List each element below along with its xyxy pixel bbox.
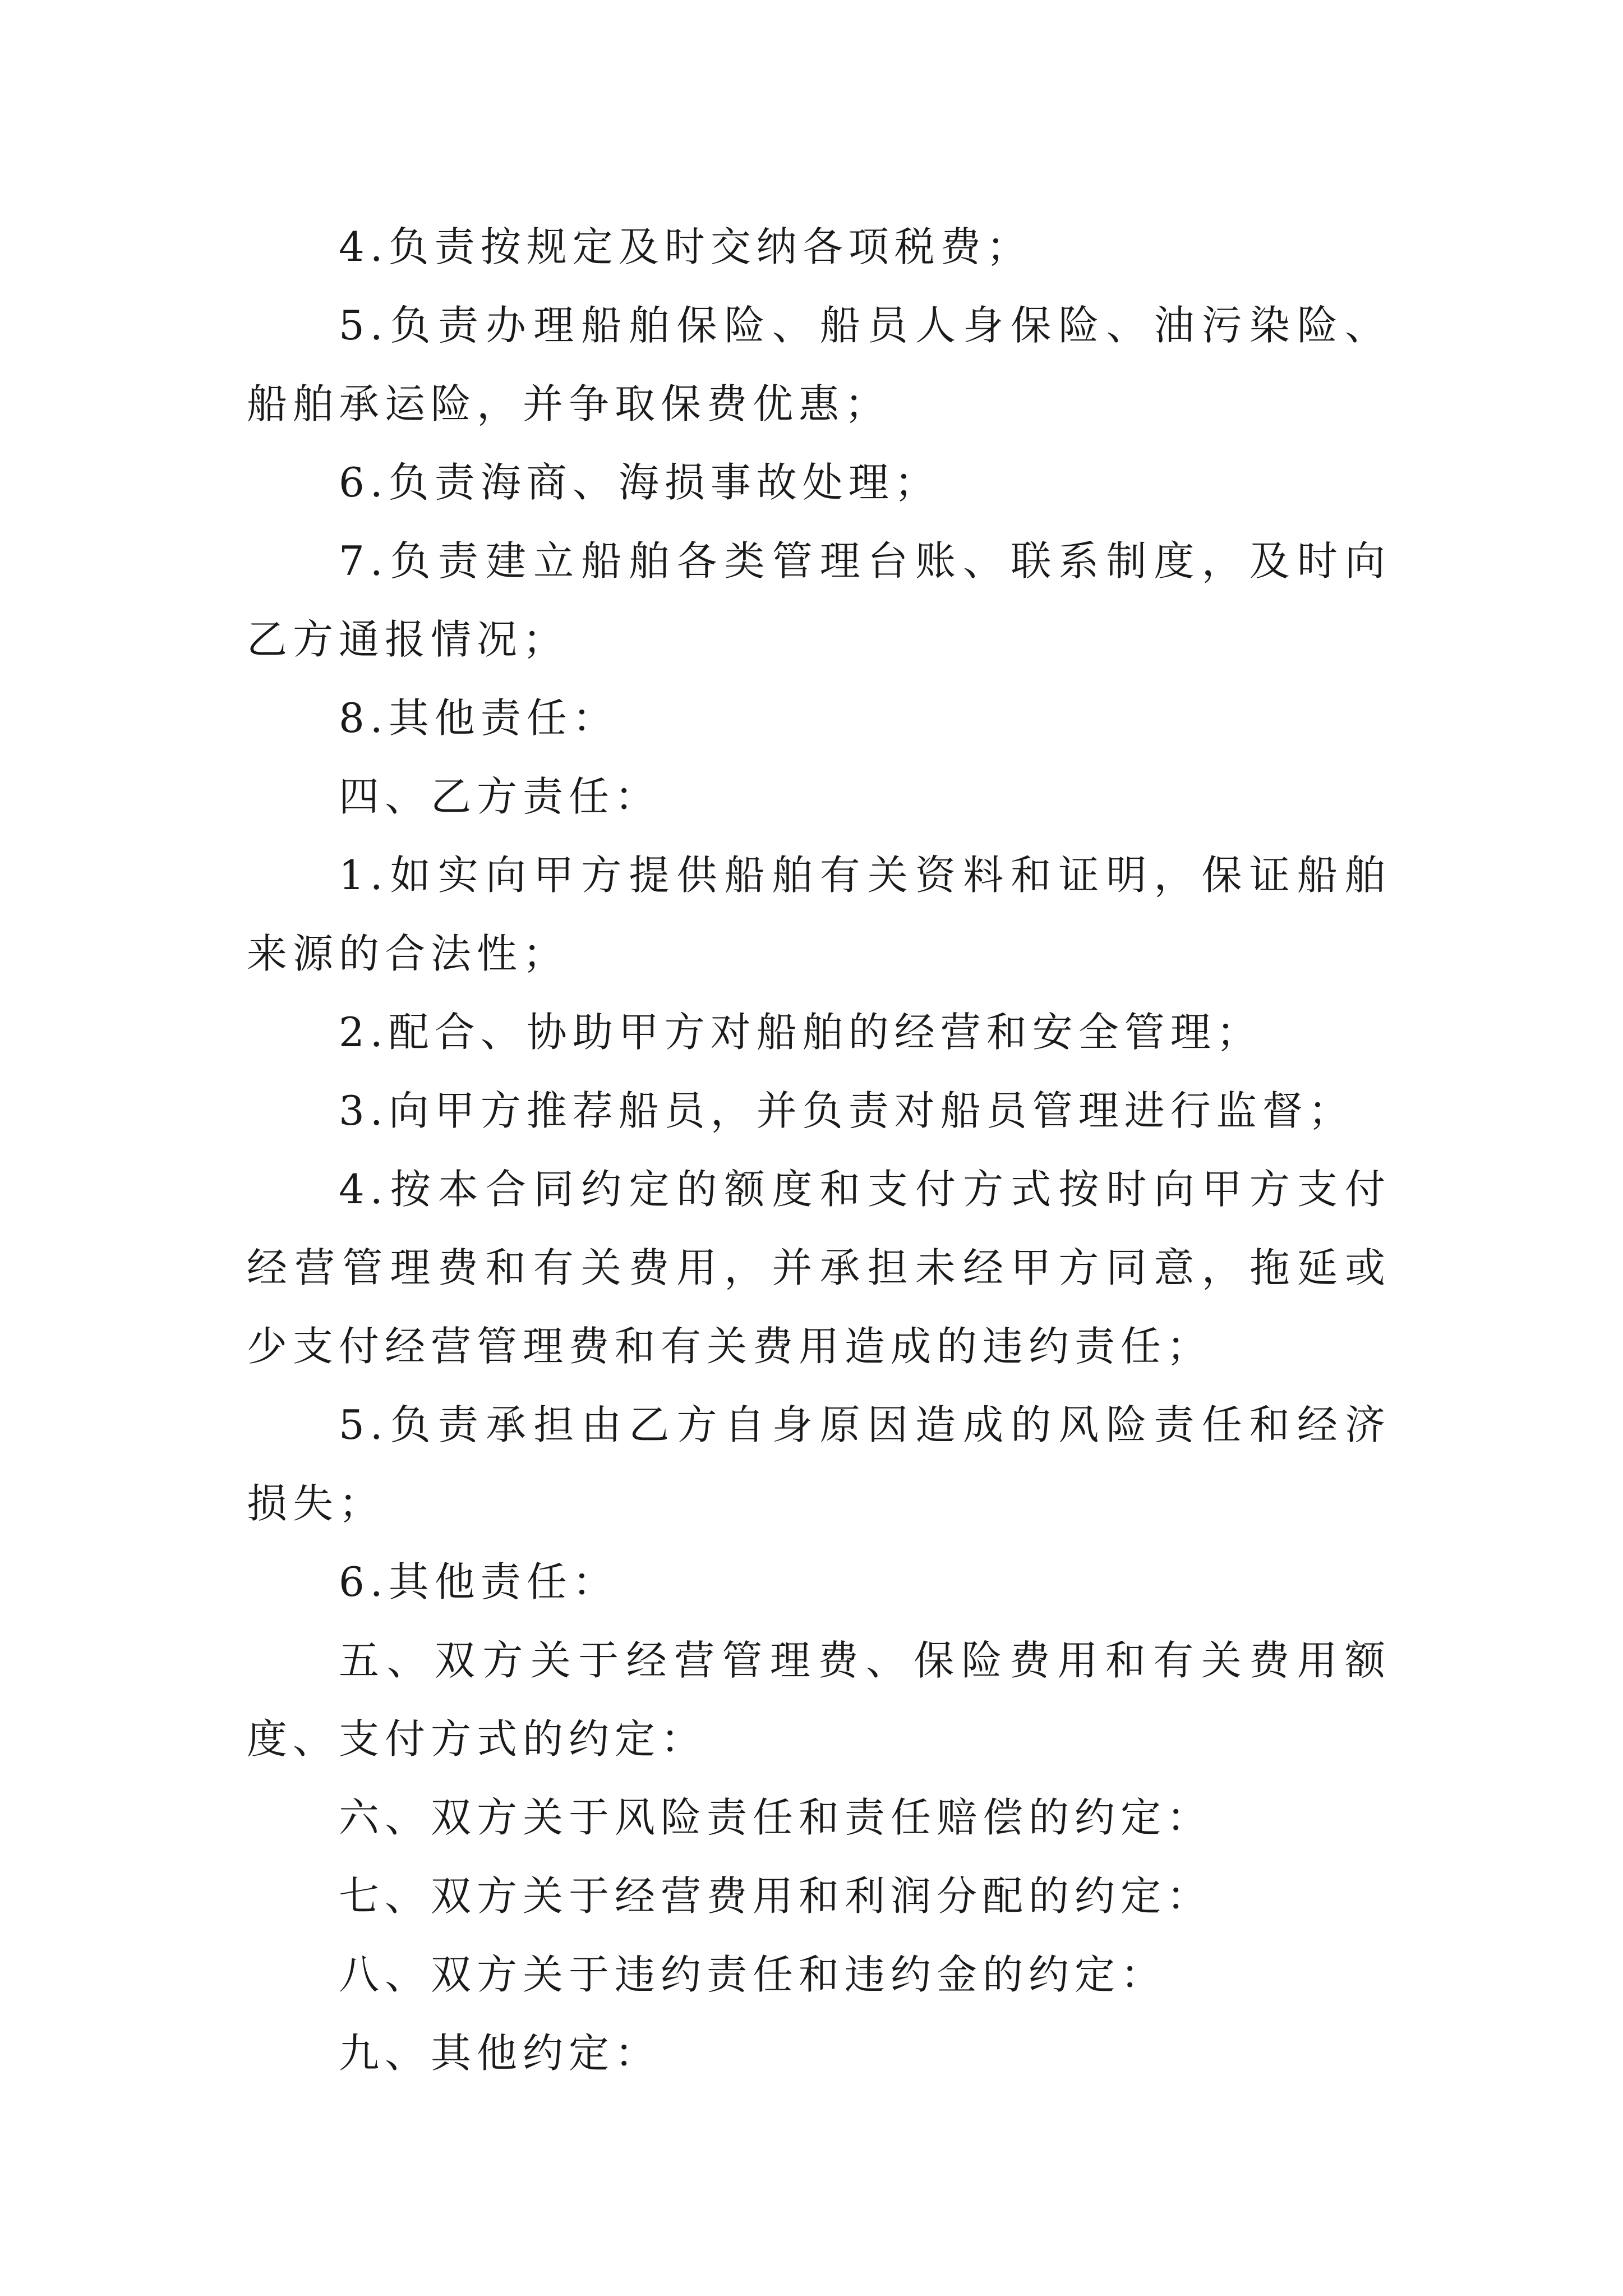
clause-management-ledger: 7.负责建立船舶各类管理台账、联系制度，及时向乙方通报情况； xyxy=(247,537,1391,663)
section-risk-compensation: 六、双方关于风险责任和责任赔偿的约定： xyxy=(339,1794,1213,1841)
contract-body xyxy=(247,208,1391,2092)
clause-cooperate-management: 2.配合、协助甲方对船舶的经营和安全管理； xyxy=(339,1009,1262,1056)
section-party-b-duties: 四、乙方责任： xyxy=(339,773,661,820)
section-profit-distribution: 七、双方关于经营费用和利润分配的约定： xyxy=(339,1872,1213,1920)
clause-pay-fees: 4.按本合同约定的额度和支付方式按时向甲方支付经营管理费和有关费用，并承担未经甲方同意，拖延或少支付经营管理费和有关费用造成的违约责任； xyxy=(247,1166,1391,1370)
section-fees-agreement: 五、双方关于经营管理费、保险费用和有关费用额度、支付方式的约定： xyxy=(247,1637,1391,1763)
section-breach-penalty: 八、双方关于违约责任和违约金的约定： xyxy=(339,1951,1167,1998)
section-other-agreements: 九、其他约定： xyxy=(339,2030,661,2077)
clause-recommend-crew: 3.向甲方推荐船员，并负责对船员管理进行监督； xyxy=(339,1087,1354,1134)
clause-insurance: 5.负责办理船舶保险、船员人身保险、油污染险、船舶承运险，并争取保费优惠； xyxy=(247,302,1391,427)
clause-provide-documents: 1.如实向甲方提供船舶有关资料和证明，保证船舶来源的合法性； xyxy=(247,852,1391,977)
clause-party-b-other: 6.其他责任： xyxy=(339,1558,619,1605)
clause-tax-payment: 4.负责按规定及时交纳各项税费； xyxy=(339,223,1032,270)
clause-maritime-accidents: 6.负责海商、海损事故处理； xyxy=(339,459,940,506)
clause-bear-risk: 5.负责承担由乙方自身原因造成的风险责任和经济损失； xyxy=(247,1401,1391,1527)
clause-party-a-other: 8.其他责任： xyxy=(339,694,619,742)
